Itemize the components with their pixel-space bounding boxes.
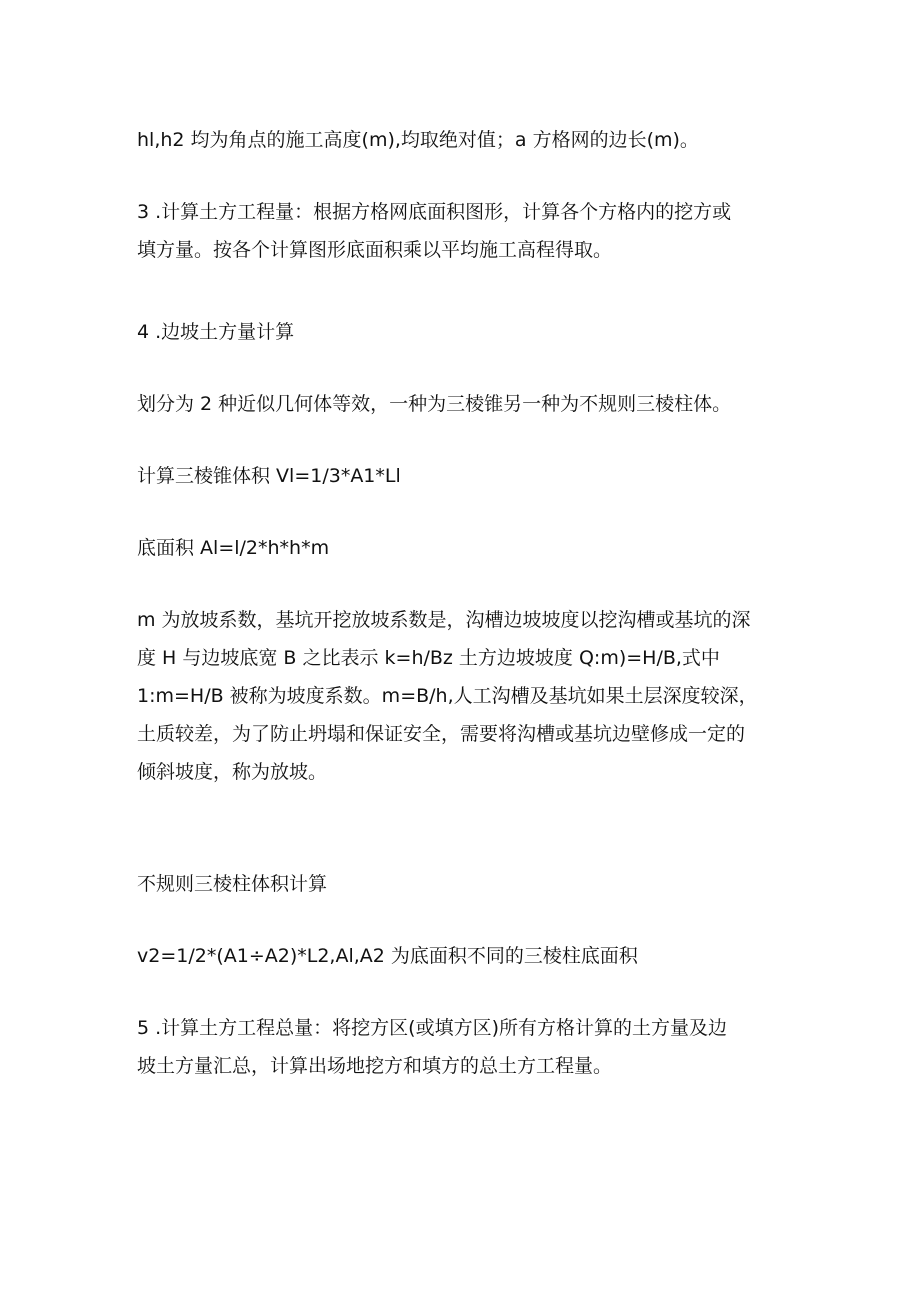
- paragraph-step-5: [137, 1009, 787, 1085]
- text-line: 4 .边坡土方量计算: [137, 321, 295, 343]
- text-line: 5 .计算土方工程总量：将挖方区(或填方区)所有方格计算的土方量及边: [137, 1017, 727, 1039]
- text-line: 土质较差，为了防止坍塌和保证安全，需要将沟槽或基坑边壁修成一定的: [137, 723, 746, 745]
- paragraph-division: [137, 385, 787, 423]
- text-line: 1:m=H/B 被称为坡度系数。m=B/h,人工沟槽及基坑如果土层深度较深，: [137, 685, 758, 707]
- paragraph-prism-heading: [137, 865, 787, 903]
- text-line: 坡土方量汇总，计算出场地挖方和填方的总土方工程量。: [137, 1055, 613, 1077]
- text-line: 底面积 Al=l/2*h*h*m: [137, 537, 330, 559]
- text-line: m 为放坡系数，基坑开挖放坡系数是，沟槽边坡坡度以挖沟槽或基坑的深: [137, 609, 751, 631]
- text-line: 不规则三棱柱体积计算: [137, 873, 328, 895]
- text-line: 填方量。按各个计算图形底面积乘以平均施工高程得取。: [137, 239, 613, 261]
- text-line: 计算三棱锥体积 Vl=1/3*A1*Ll: [137, 465, 401, 487]
- text-line: 倾斜坡度，称为放坡。: [137, 761, 328, 783]
- paragraph-step-4-heading: [137, 313, 787, 351]
- paragraph-prism-volume: [137, 937, 787, 975]
- paragraph-step-3: [137, 193, 787, 269]
- text-line: 划分为 2 种近似几何体等效，一种为三棱锥另一种为不规则三棱柱体。: [137, 393, 732, 415]
- paragraph-corner-heights: [137, 121, 787, 159]
- text-line: 度 H 与边坡底宽 B 之比表示 k=h/Bz 土方边坡坡度 Q:m)=H/B,式中: [137, 647, 720, 669]
- paragraph-pyramid-volume: [137, 457, 787, 495]
- text-line: hl,h2 均为角点的施工高度(m),均取绝对值；a 方格网的边长(m)。: [137, 129, 699, 151]
- paragraph-slope-coefficient: [137, 601, 787, 791]
- paragraph-base-area: [137, 529, 787, 567]
- text-line: v2=1/2*(A1÷A2)*L2,Al,A2 为底面积不同的三棱柱底面积: [137, 945, 638, 967]
- text-line: 3 .计算土方工程量：根据方格网底面积图形，计算各个方格内的挖方或: [137, 201, 732, 223]
